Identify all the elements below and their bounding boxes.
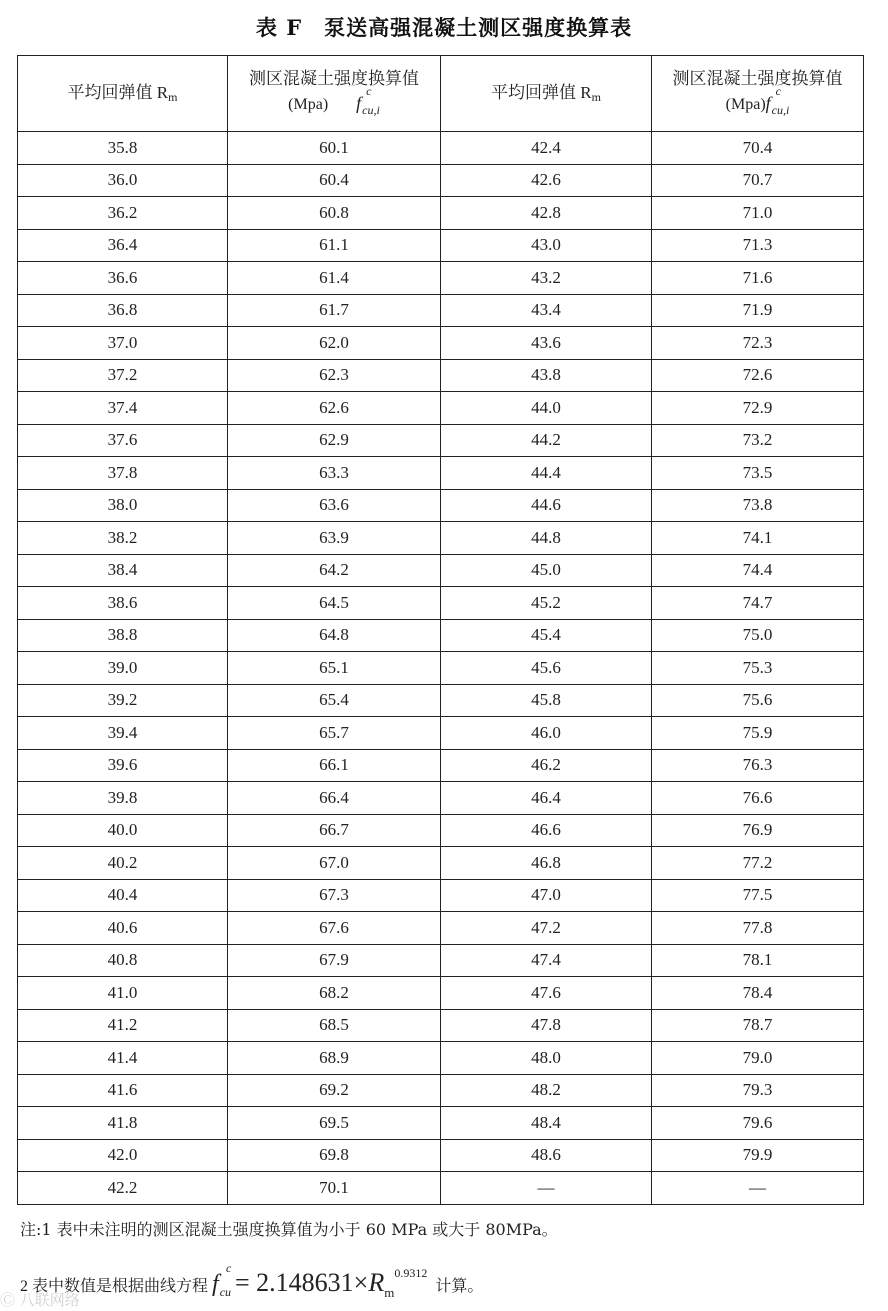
- rebound-value-cell: 42.8: [441, 197, 652, 230]
- table-row: [18, 327, 864, 360]
- rebound-value-cell: 47.6: [441, 977, 652, 1010]
- table-row: [18, 1172, 864, 1205]
- rebound-value-cell: 45.0: [441, 554, 652, 587]
- header-unit: (Mpa): [288, 96, 329, 114]
- rebound-value-cell: 41.2: [18, 1009, 228, 1042]
- f-cu-symbol: f c $_{cu,i}$: [765, 84, 790, 118]
- strength-value-cell: 77.5: [652, 879, 864, 912]
- rebound-value-cell: 37.2: [18, 359, 228, 392]
- rebound-value-cell: 39.6: [18, 749, 228, 782]
- rebound-value-cell: 44.2: [441, 424, 652, 457]
- header-strength-1: [228, 56, 441, 132]
- rebound-value-cell: 47.4: [441, 944, 652, 977]
- rebound-value-cell: 42.0: [18, 1139, 228, 1172]
- table-row: [18, 782, 864, 815]
- strength-value-cell: 70.4: [652, 132, 864, 165]
- note-2: [20, 1261, 484, 1301]
- rebound-value-cell: 43.4: [441, 294, 652, 327]
- strength-value-cell: 62.9: [228, 424, 441, 457]
- table-row: [18, 977, 864, 1010]
- strength-value-cell: 75.0: [652, 619, 864, 652]
- strength-value-cell: 64.5: [228, 587, 441, 620]
- strength-value-cell: 72.6: [652, 359, 864, 392]
- rebound-value-cell: 45.2: [441, 587, 652, 620]
- strength-value-cell: 66.7: [228, 814, 441, 847]
- header-label: 平均回弹值 R: [491, 82, 592, 102]
- table-row: [18, 1009, 864, 1042]
- table-row: [18, 912, 864, 945]
- table-row: [18, 1074, 864, 1107]
- table-header-row: [18, 56, 864, 132]
- strength-value-cell: 71.3: [652, 229, 864, 262]
- strength-value-cell: 79.0: [652, 1042, 864, 1075]
- rebound-value-cell: 41.0: [18, 977, 228, 1010]
- rebound-value-cell: 48.2: [441, 1074, 652, 1107]
- rebound-value-cell: 46.0: [441, 717, 652, 750]
- strength-value-cell: 62.6: [228, 392, 441, 425]
- rebound-value-cell: 41.8: [18, 1107, 228, 1140]
- strength-value-cell: 73.8: [652, 489, 864, 522]
- rebound-value-cell: 39.4: [18, 717, 228, 750]
- rebound-value-cell: 40.2: [18, 847, 228, 880]
- rebound-value-cell: 44.0: [441, 392, 652, 425]
- note-2-suffix: 计算。: [435, 1278, 484, 1295]
- table-row: [18, 554, 864, 587]
- table-row: [18, 522, 864, 555]
- strength-value-cell: 66.1: [228, 749, 441, 782]
- header-strength-2: [652, 56, 864, 132]
- strength-value-cell: 69.5: [228, 1107, 441, 1140]
- strength-value-cell: 68.5: [228, 1009, 441, 1042]
- table-row: [18, 587, 864, 620]
- rebound-value-cell: 41.6: [18, 1074, 228, 1107]
- table-row: [18, 944, 864, 977]
- strength-value-cell: 60.4: [228, 164, 441, 197]
- rebound-value-cell: 39.8: [18, 782, 228, 815]
- strength-value-cell: 61.4: [228, 262, 441, 295]
- rebound-value-cell: 42.4: [441, 132, 652, 165]
- strength-value-cell: 60.8: [228, 197, 441, 230]
- rebound-value-cell: 36.0: [18, 164, 228, 197]
- header-unit-line: [228, 84, 440, 118]
- rebound-value-cell: 40.8: [18, 944, 228, 977]
- strength-value-cell: 65.1: [228, 652, 441, 685]
- rebound-value-cell: 46.8: [441, 847, 652, 880]
- table-row: [18, 1042, 864, 1075]
- rebound-value-cell: 48.6: [441, 1139, 652, 1172]
- table-row: [18, 1139, 864, 1172]
- rebound-value-cell: 42.2: [18, 1172, 228, 1205]
- rebound-value-cell: 38.6: [18, 587, 228, 620]
- strength-value-cell: 63.6: [228, 489, 441, 522]
- table-row: [18, 132, 864, 165]
- strength-value-cell: 61.7: [228, 294, 441, 327]
- rebound-value-cell: 37.0: [18, 327, 228, 360]
- strength-value-cell: 62.0: [228, 327, 441, 360]
- rebound-value-cell: 41.4: [18, 1042, 228, 1075]
- rebound-value-cell: 38.2: [18, 522, 228, 555]
- rebound-value-cell: 44.8: [441, 522, 652, 555]
- formula-r-symbol: R: [368, 1268, 385, 1297]
- table-row: [18, 262, 864, 295]
- table-row: [18, 619, 864, 652]
- strength-value-cell: 77.2: [652, 847, 864, 880]
- rebound-value-cell: 44.4: [441, 457, 652, 490]
- header-subscript: m: [591, 89, 601, 104]
- header-label: 测区混凝土强度换算值: [249, 69, 419, 89]
- strength-value-cell: 79.3: [652, 1074, 864, 1107]
- rebound-value-cell: 47.0: [441, 879, 652, 912]
- rebound-value-cell: 48.0: [441, 1042, 652, 1075]
- strength-value-cell: 76.3: [652, 749, 864, 782]
- strength-value-cell: 64.2: [228, 554, 441, 587]
- table-row: [18, 1107, 864, 1140]
- rebound-value-cell: 43.0: [441, 229, 652, 262]
- rebound-value-cell: 43.2: [441, 262, 652, 295]
- header-label: 测区混凝土强度换算值: [672, 69, 843, 89]
- strength-value-cell: 67.0: [228, 847, 441, 880]
- strength-value-cell: 74.7: [652, 587, 864, 620]
- strength-value-cell: 76.9: [652, 814, 864, 847]
- rebound-value-cell: 36.4: [18, 229, 228, 262]
- strength-value-cell: 65.7: [228, 717, 441, 750]
- strength-value-cell: 78.1: [652, 944, 864, 977]
- rebound-value-cell: 45.4: [441, 619, 652, 652]
- rebound-value-cell: 40.4: [18, 879, 228, 912]
- formula-r-subscript: m: [384, 1285, 395, 1300]
- strength-value-cell: 65.4: [228, 684, 441, 717]
- formula-exponent: 0.9312: [394, 1266, 428, 1280]
- strength-value-cell: 69.8: [228, 1139, 441, 1172]
- formula-coefficient: = 2.148631×: [235, 1268, 369, 1297]
- strength-value-cell: 78.7: [652, 1009, 864, 1042]
- strength-value-cell: 61.1: [228, 229, 441, 262]
- strength-value-cell: 79.6: [652, 1107, 864, 1140]
- note-1: 注:1 表中未注明的测区混凝土强度换算值为小于 60 MPa 或大于 80MPa。: [20, 1220, 558, 1239]
- rebound-value-cell: 38.8: [18, 619, 228, 652]
- strength-value-cell: 71.9: [652, 294, 864, 327]
- rebound-value-cell: 47.8: [441, 1009, 652, 1042]
- rebound-value-cell: 37.8: [18, 457, 228, 490]
- strength-value-cell: 66.4: [228, 782, 441, 815]
- header-avg-rebound-1: [18, 56, 228, 132]
- table-title: 表 F 泵送高强混凝土测区强度换算表: [255, 15, 633, 40]
- table-row: [18, 392, 864, 425]
- table-row: [18, 457, 864, 490]
- table-row: [18, 294, 864, 327]
- strength-value-cell: 71.0: [652, 197, 864, 230]
- table-row: [18, 359, 864, 392]
- table-row: [18, 684, 864, 717]
- strength-value-cell: 75.9: [652, 717, 864, 750]
- strength-value-cell: 73.5: [652, 457, 864, 490]
- rebound-value-cell: 37.6: [18, 424, 228, 457]
- table-body: [18, 132, 864, 1205]
- rebound-value-cell: 39.2: [18, 684, 228, 717]
- rebound-value-cell: 36.6: [18, 262, 228, 295]
- strength-value-cell: 74.4: [652, 554, 864, 587]
- rebound-value-cell: 48.4: [441, 1107, 652, 1140]
- table-row: [18, 652, 864, 685]
- strength-value-cell: 67.9: [228, 944, 441, 977]
- strength-value-cell: 70.1: [228, 1172, 441, 1205]
- f-cu-formula-symbol: f c $_{cu}$: [212, 1261, 232, 1299]
- f-cu-symbol: f c $_{cu,i}$: [356, 84, 380, 118]
- rebound-value-cell: 36.2: [18, 197, 228, 230]
- header-avg-rebound-2: [441, 56, 652, 132]
- rebound-value-cell: 44.6: [441, 489, 652, 522]
- strength-value-cell: 64.8: [228, 619, 441, 652]
- strength-value-cell: 63.9: [228, 522, 441, 555]
- rebound-value-cell: 35.8: [18, 132, 228, 165]
- table-row: [18, 749, 864, 782]
- rebound-value-cell: 43.6: [441, 327, 652, 360]
- strength-value-cell: 69.2: [228, 1074, 441, 1107]
- table-row: [18, 717, 864, 750]
- table-row: [18, 229, 864, 262]
- header-unit-line: [652, 84, 863, 118]
- strength-value-cell: 79.9: [652, 1139, 864, 1172]
- rebound-value-cell: 38.0: [18, 489, 228, 522]
- table-row: [18, 879, 864, 912]
- strength-value-cell: 75.6: [652, 684, 864, 717]
- conversion-table: [17, 55, 864, 1205]
- strength-value-cell: 62.3: [228, 359, 441, 392]
- strength-value-cell: 71.6: [652, 262, 864, 295]
- strength-value-cell: 67.3: [228, 879, 441, 912]
- watermark: Ⓒ 八联网络: [0, 1291, 80, 1309]
- rebound-value-cell: 46.4: [441, 782, 652, 815]
- rebound-value-cell: 46.6: [441, 814, 652, 847]
- strength-value-cell: —: [652, 1172, 864, 1205]
- strength-value-cell: 67.6: [228, 912, 441, 945]
- rebound-value-cell: —: [441, 1172, 652, 1205]
- header-unit: (Mpa): [725, 96, 766, 114]
- table-row: [18, 489, 864, 522]
- strength-value-cell: 76.6: [652, 782, 864, 815]
- rebound-value-cell: 36.8: [18, 294, 228, 327]
- table-row: [18, 814, 864, 847]
- rebound-value-cell: 45.8: [441, 684, 652, 717]
- rebound-value-cell: 46.2: [441, 749, 652, 782]
- strength-value-cell: 75.3: [652, 652, 864, 685]
- strength-value-cell: 73.2: [652, 424, 864, 457]
- rebound-value-cell: 43.8: [441, 359, 652, 392]
- strength-value-cell: 63.3: [228, 457, 441, 490]
- header-label: 平均回弹值 R: [67, 82, 169, 102]
- rebound-value-cell: 40.0: [18, 814, 228, 847]
- table-row: [18, 164, 864, 197]
- table-row: [18, 197, 864, 230]
- rebound-value-cell: 39.0: [18, 652, 228, 685]
- strength-value-cell: 68.2: [228, 977, 441, 1010]
- strength-value-cell: 72.3: [652, 327, 864, 360]
- strength-value-cell: 60.1: [228, 132, 441, 165]
- table-row: [18, 847, 864, 880]
- rebound-value-cell: 47.2: [441, 912, 652, 945]
- rebound-value-cell: 37.4: [18, 392, 228, 425]
- strength-value-cell: 72.9: [652, 392, 864, 425]
- table-row: [18, 424, 864, 457]
- header-subscript: m: [168, 89, 178, 104]
- rebound-value-cell: 38.4: [18, 554, 228, 587]
- rebound-value-cell: 42.6: [441, 164, 652, 197]
- note-2-prefix: 2 表中数值是根据曲线方程: [20, 1278, 209, 1295]
- strength-value-cell: 78.4: [652, 977, 864, 1010]
- rebound-value-cell: 40.6: [18, 912, 228, 945]
- strength-value-cell: 74.1: [652, 522, 864, 555]
- strength-value-cell: 70.7: [652, 164, 864, 197]
- rebound-value-cell: 45.6: [441, 652, 652, 685]
- strength-value-cell: 77.8: [652, 912, 864, 945]
- strength-value-cell: 68.9: [228, 1042, 441, 1075]
